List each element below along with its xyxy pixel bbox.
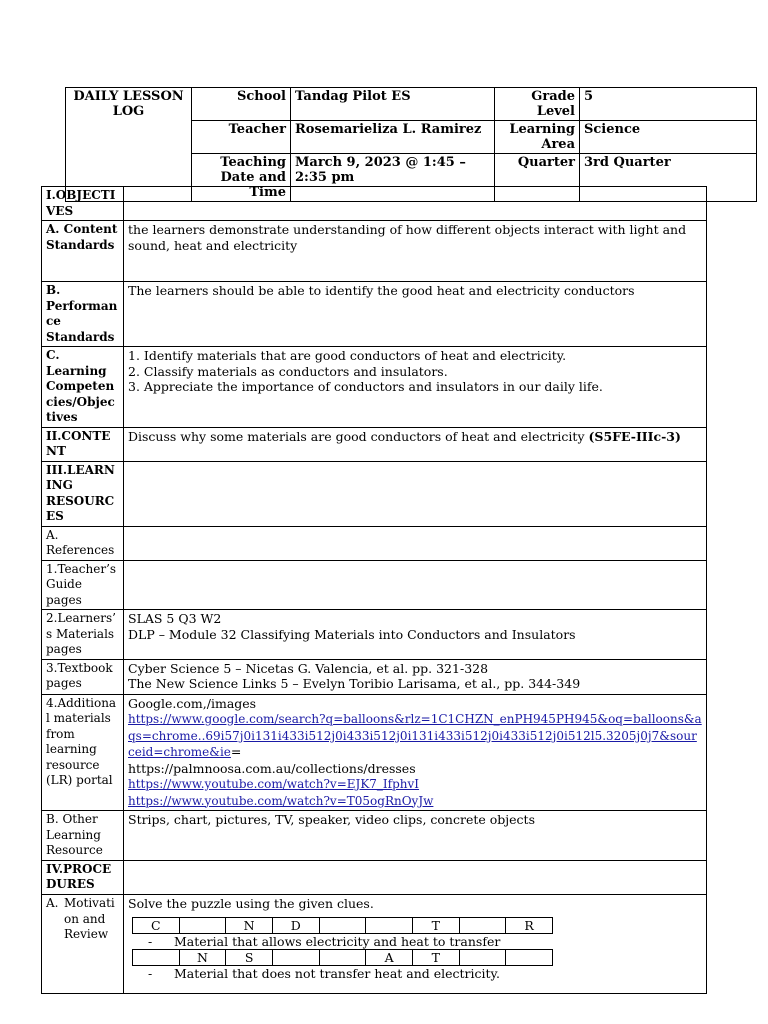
textbook-label: 3.Textbook pages — [42, 659, 124, 694]
textbook-item: The New Science Links 5 – Evelyn Toribio Larisama, et al., pp. 344-349 — [128, 676, 581, 691]
puzzle-cell[interactable] — [133, 950, 180, 966]
content-label: II.CONTENT — [42, 427, 124, 461]
youtube-link-wrap-1 — [128, 776, 702, 793]
textbook-cell — [124, 659, 707, 694]
additional-intro: Google.com,/images — [128, 695, 257, 711]
learning-resources-cell — [124, 461, 707, 526]
content-cell — [124, 427, 707, 461]
other-resources-text: Strips, chart, pictures, TV, speaker, video clips, concrete objects — [124, 811, 707, 861]
grade-level-label: Grade Level — [495, 88, 580, 121]
competency-item: 1. Identify materials that are good conductors of heat and electricity. — [128, 348, 567, 363]
table-row — [42, 526, 707, 560]
puzzle-cell[interactable] — [366, 918, 413, 934]
quarter-value: 3rd Quarter — [580, 154, 757, 202]
learners-materials-cell — [124, 610, 707, 660]
puzzle-cell[interactable]: N — [226, 918, 273, 934]
competency-item: 3. Appreciate the importance of conductors and insulators in our daily life. — [128, 379, 603, 394]
puzzle-cell[interactable]: D — [272, 918, 319, 934]
youtube-link-wrap-2 — [128, 793, 702, 810]
puzzle-row-2 — [132, 949, 553, 966]
puzzle-cell[interactable]: T — [412, 918, 459, 934]
content-standards-label: A. Content Standards — [42, 221, 124, 282]
motivation-instruction: Solve the puzzle using the given clues. — [128, 895, 374, 911]
puzzle-cell[interactable]: C — [133, 918, 180, 934]
clue-2-text: Material that does not transfer heat and electricity. — [174, 966, 500, 981]
grade-level-value: 5 — [580, 88, 757, 121]
learning-competencies-cell — [124, 347, 707, 428]
motivation-label-cell — [42, 894, 124, 993]
table-row — [42, 659, 707, 694]
puzzle-cell[interactable] — [179, 918, 226, 934]
table-row — [42, 427, 707, 461]
clue-2 — [148, 966, 702, 981]
table-row — [42, 347, 707, 428]
table-row — [42, 560, 707, 610]
procedures-cell — [124, 860, 707, 894]
content-code: (S5FE-IIIc-3) — [588, 428, 681, 444]
learning-resources-label: III.LEARNING RESOURCES — [42, 461, 124, 526]
puzzle-cell[interactable]: S — [226, 950, 273, 966]
teacher-label: Teacher — [192, 121, 291, 154]
learners-materials-label: 2.Learners’s Materials pages — [42, 610, 124, 660]
learning-area-value: Science — [580, 121, 757, 154]
learning-competencies-label: C. Learning Competencies/Objectives — [42, 347, 124, 428]
competency-item: 2. Classify materials as conductors and insulators. — [128, 363, 448, 379]
table-row — [42, 860, 707, 894]
content-standards-text: the learners demonstrate understanding of how different objects interact with light and sound, heat and electricity — [124, 221, 707, 282]
google-search-link[interactable]: https://www.google.com/search?q=balloons&rlz=1C1CHZN_enPH945PH945&oq=balloons&aqs=chrome..69i57j0i131i433i512j0i433i512j0i131i433i512j0i433i512j0i512l5.3205j0j7&sourceid=chrome&ie — [128, 712, 702, 759]
table-row — [42, 282, 707, 347]
motivation-label: Motivation and Review — [64, 896, 115, 941]
clue-dash: - — [148, 934, 153, 949]
school-value: Tandag Pilot ES — [291, 88, 495, 121]
table-row — [42, 187, 707, 221]
textbook-item: Cyber Science 5 – Nicetas G. Valencia, et al. pp. 321-328 — [128, 660, 489, 676]
table-row — [42, 610, 707, 660]
puzzle-cell[interactable]: R — [506, 918, 553, 934]
motivation-cell — [124, 894, 707, 993]
performance-standards-label: B. Performance Standards — [42, 282, 124, 347]
learning-area-label: Learning Area — [495, 121, 580, 154]
teacher-value: Rosemarieliza L. Ramirez — [291, 121, 495, 154]
additional-materials-cell — [124, 694, 707, 811]
clue-1-text: Material that allows electricity and heat to transfer — [174, 934, 501, 949]
puzzle-cell[interactable] — [459, 918, 506, 934]
teachers-guide-label: 1.Teacher’s Guide pages — [42, 560, 124, 610]
references-cell — [124, 526, 707, 560]
lesson-log-title: DAILY LESSON LOG — [66, 88, 192, 202]
youtube-link-1[interactable]: https://www.youtube.com/watch?v=EJK7_IfphvI — [128, 777, 420, 791]
procedures-label: IV.PROCEDURES — [42, 860, 124, 894]
objectives-cell — [124, 187, 707, 221]
puzzle-cell[interactable]: A — [366, 950, 413, 966]
objectives-label: I.OBJECTIVES — [42, 187, 124, 221]
puzzle-row-1 — [132, 917, 553, 934]
puzzle-cell[interactable] — [319, 950, 366, 966]
table-row — [42, 811, 707, 861]
performance-standards-text: The learners should be able to identify the good heat and electricity conductors — [124, 282, 707, 347]
additional-link-google-wrap — [128, 711, 702, 761]
table-row — [42, 894, 707, 993]
learners-material-item: SLAS 5 Q3 W2 — [128, 611, 222, 626]
teaching-date-label: Teaching Date and Time — [192, 154, 291, 202]
references-label: A. References — [42, 526, 124, 560]
table-row — [42, 694, 707, 811]
youtube-link-2[interactable]: https://www.youtube.com/watch?v=T05ogRnOyJw — [128, 793, 434, 808]
learners-material-item: DLP – Module 32 Classifying Materials into Conductors and Insulators — [128, 626, 576, 642]
additional-materials-label: 4.Additional materials from learning resource (LR) portal — [42, 694, 124, 811]
header-table — [65, 87, 757, 202]
teachers-guide-cell — [124, 560, 707, 610]
table-row — [42, 461, 707, 526]
puzzle-cell[interactable] — [319, 918, 366, 934]
motivation-prefix: A. — [46, 895, 59, 910]
quarter-label: Quarter — [495, 154, 580, 202]
puzzle-cell[interactable] — [459, 950, 506, 966]
puzzle-cell[interactable] — [506, 950, 553, 966]
teaching-date-value: March 9, 2023 @ 1:45 – 2:35 pm — [291, 154, 495, 202]
puzzle-cell[interactable] — [272, 950, 319, 966]
school-label: School — [192, 88, 291, 121]
lesson-log-table — [41, 186, 707, 994]
clue-1 — [148, 934, 702, 949]
other-resources-label: B. Other Learning Resource — [42, 811, 124, 861]
puzzle-cell[interactable]: N — [179, 950, 226, 966]
content-text: Discuss why some materials are good conductors of heat and electricity — [128, 428, 589, 444]
clue-dash: - — [148, 966, 153, 981]
additional-site: https://palmnoosa.com.au/collections/dresses — [128, 760, 416, 776]
table-row — [42, 221, 707, 282]
link-suffix: = — [230, 744, 242, 759]
puzzle-cell[interactable]: T — [412, 950, 459, 966]
